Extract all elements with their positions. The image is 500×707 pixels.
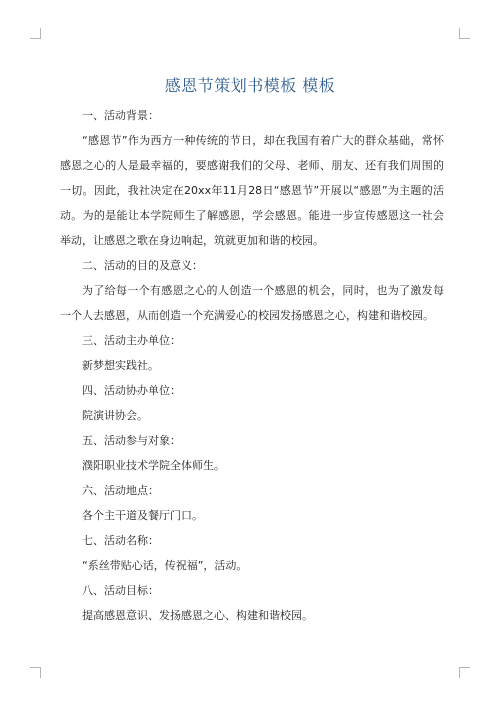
section-text-co-organizer: 院演讲协会。 — [82, 409, 148, 422]
section-heading-co-organizer: 四、活动协办单位： — [82, 384, 181, 397]
crop-mark-top-right — [459, 28, 470, 39]
crop-mark-top-left — [30, 28, 41, 39]
section-heading-goal: 八、活动目标： — [82, 584, 159, 597]
document-title: 感恩节策划书模板 模板 — [164, 75, 336, 95]
section-heading-name: 七、活动名称： — [82, 534, 159, 547]
section-heading-background: 一、活动背景： — [82, 109, 159, 122]
section-heading-organizer: 三、活动主办单位： — [82, 334, 181, 347]
section-text-goal: 提高感恩意识、发扬感恩之心、构建和谐校园。 — [82, 609, 313, 622]
document-body — [60, 103, 444, 628]
section-text-purpose: 为了给每一个有感恩之心的人创造一个感恩的机会，同时，也为了激发每一个人去感恩，从而创造一个充满爱心的校园发扬感恩之心，构建和谐校园。 — [60, 284, 444, 322]
section-heading-participants: 五、活动参与对象： — [82, 434, 181, 447]
section-text-name: “系丝带贴心话，传祝福”，活动。 — [82, 559, 248, 572]
section-text-background: “感恩节”作为西方一种传统的节日，却在我国有着广大的群众基础，常怀感恩之心的人是最幸福的，要感谢我们的父母、老师、朋友、还有我们周围的一切。因此，我社决定在20xx年11月28日“感恩节”开展以“感恩”为主题的活动。为的是能让本学院师生了解感恩，学会感恩。能进一步宣传感恩这一社会举动，让感恩之歌在身边响起，筑就更加和谐的校园。 — [60, 134, 444, 247]
section-text-location: 各个主干道及餐厅门口。 — [82, 509, 203, 522]
section-heading-location: 六、活动地点： — [82, 484, 159, 497]
section-text-organizer: 新梦想实践社。 — [82, 359, 159, 372]
crop-mark-bottom-right — [459, 667, 470, 678]
crop-mark-bottom-left — [30, 667, 41, 678]
section-heading-purpose: 二、活动的目的及意义： — [82, 259, 203, 272]
section-text-participants: 濮阳职业技术学院全体师生。 — [82, 459, 225, 472]
